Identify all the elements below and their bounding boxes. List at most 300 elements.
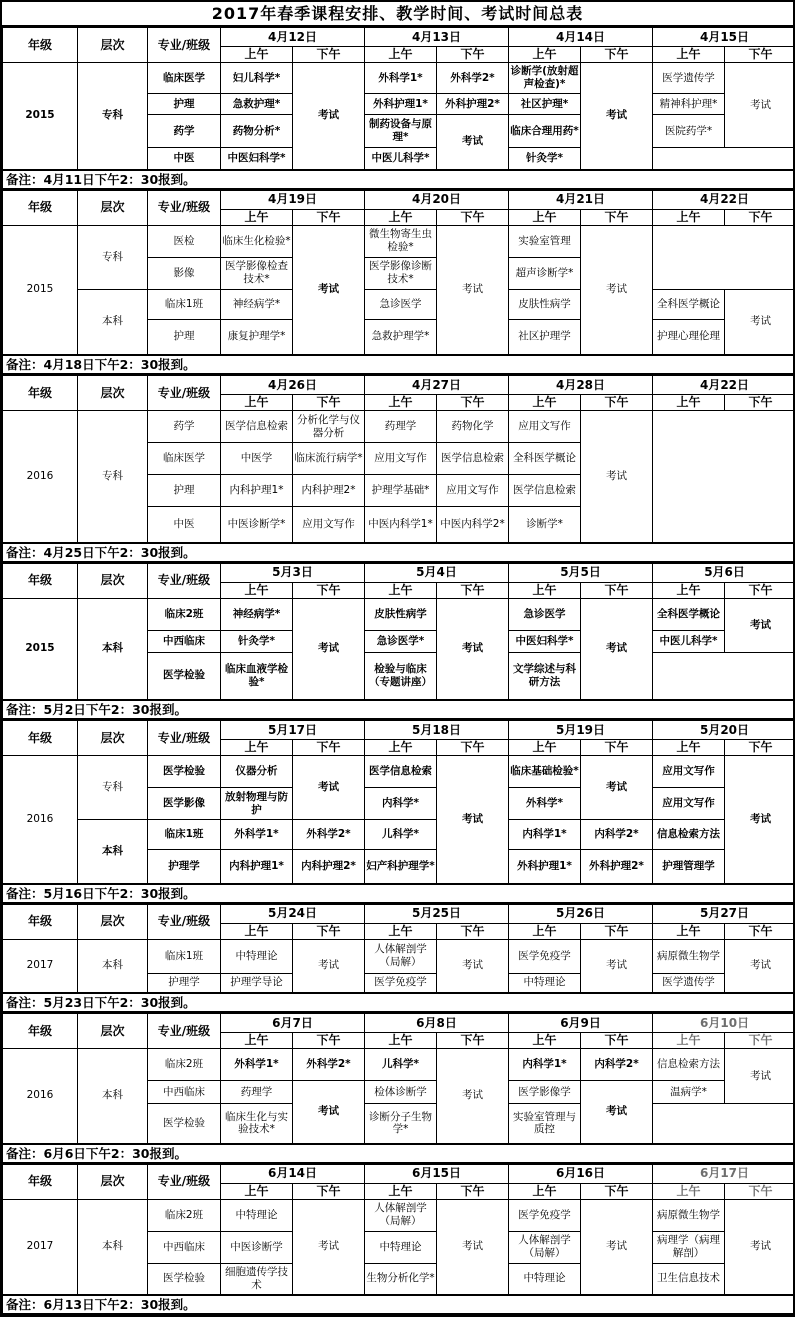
schedule-section-6 xyxy=(2,904,795,1014)
grade-cell: 2017 xyxy=(3,939,78,993)
course-cell: 全科医学概论 xyxy=(509,443,581,475)
pm-header: 下午 xyxy=(437,395,509,411)
date-header: 6月8日 xyxy=(365,1014,509,1033)
schedule-section-4 xyxy=(2,563,795,721)
pm-header: 下午 xyxy=(725,582,795,598)
course-cell: 诊断学* xyxy=(509,507,581,543)
date-header: 4月22日 xyxy=(653,376,795,395)
level-header: 层次 xyxy=(78,904,148,939)
course-cell: 中特理论 xyxy=(509,973,581,993)
section-note: 备注：5月23日下午2：30报到。 xyxy=(3,993,795,1012)
course-cell: 社区护理* xyxy=(509,94,581,115)
course-cell: 护理学基础* xyxy=(365,475,437,507)
course-cell: 内科学1* xyxy=(509,1049,581,1081)
course-cell: 外科学2* xyxy=(293,1049,365,1081)
date-header: 4月12日 xyxy=(221,28,365,47)
am-header: 上午 xyxy=(509,1183,581,1199)
course-cell: 中医妇科学* xyxy=(221,148,293,170)
section-note: 备注：5月2日下午2：30报到。 xyxy=(3,700,795,719)
section-note: 备注：4月25日下午2：30报到。 xyxy=(3,543,795,562)
section-note: 备注：4月11日下午2：30报到。 xyxy=(3,170,795,189)
grade-header: 年级 xyxy=(3,1014,78,1049)
date-header: 6月16日 xyxy=(509,1164,653,1183)
empty-cell xyxy=(653,1104,795,1144)
pm-header: 下午 xyxy=(725,1033,795,1049)
course-cell: 生物分析化学* xyxy=(365,1263,437,1295)
major-cell: 临床1班 xyxy=(148,939,221,973)
am-header: 上午 xyxy=(365,209,437,225)
course-cell: 临床血液学检验* xyxy=(221,652,293,700)
pm-header: 下午 xyxy=(293,395,365,411)
course-cell: 外科学2* xyxy=(437,63,509,94)
date-header: 5月18日 xyxy=(365,721,509,740)
course-cell: 医学免疫学 xyxy=(365,973,437,993)
course-cell: 内科护理2* xyxy=(293,475,365,507)
pm-header: 下午 xyxy=(581,395,653,411)
level-cell: 本科 xyxy=(78,1049,148,1144)
course-cell: 分析化学与仪器分析 xyxy=(293,411,365,443)
course-cell: 中医妇科学* xyxy=(509,630,581,652)
course-cell: 中医诊断学* xyxy=(221,507,293,543)
course-cell: 内科学2* xyxy=(581,1049,653,1081)
empty-cell xyxy=(653,148,795,170)
course-cell: 神经病学* xyxy=(221,289,293,319)
pm-header: 下午 xyxy=(293,47,365,63)
major-header: 专业/班级 xyxy=(148,721,221,756)
course-cell: 中医内科学1* xyxy=(365,507,437,543)
course-cell: 外科学1* xyxy=(365,63,437,94)
major-cell: 临床2班 xyxy=(148,1199,221,1231)
schedule-section-7 xyxy=(2,1013,795,1164)
am-header: 上午 xyxy=(365,395,437,411)
grade-header: 年级 xyxy=(3,721,78,756)
course-cell: 人体解剖学（局解） xyxy=(365,1199,437,1231)
date-header: 6月7日 xyxy=(221,1014,365,1033)
course-cell: 医学免疫学 xyxy=(509,1199,581,1231)
course-cell: 药理学 xyxy=(365,411,437,443)
course-cell: 医学遗传学 xyxy=(653,973,725,993)
major-cell: 中西临床 xyxy=(148,1231,221,1263)
course-cell: 外科学* xyxy=(509,788,581,820)
course-cell: 内科护理1* xyxy=(221,475,293,507)
date-header: 5月3日 xyxy=(221,563,365,582)
schedule-section-8 xyxy=(2,1164,795,1316)
pm-header: 下午 xyxy=(437,47,509,63)
page-title: 2017年春季课程安排、教学时间、考试时间总表 xyxy=(2,2,793,27)
major-cell: 医学检验 xyxy=(148,1104,221,1144)
course-cell: 精神科护理* xyxy=(653,94,725,115)
pm-header: 下午 xyxy=(293,1033,365,1049)
exam-cell: 考试 xyxy=(581,1199,653,1295)
section-note: 备注：5月16日下午2：30报到。 xyxy=(3,884,795,903)
date-header: 4月15日 xyxy=(653,28,795,47)
level-header: 层次 xyxy=(78,721,148,756)
major-cell: 医学检验 xyxy=(148,1263,221,1295)
date-header: 4月28日 xyxy=(509,376,653,395)
grade-cell: 2015 xyxy=(3,598,78,700)
date-header: 6月14日 xyxy=(221,1164,365,1183)
schedule-section-3 xyxy=(2,375,795,563)
am-header: 上午 xyxy=(365,1183,437,1199)
course-cell: 针灸学* xyxy=(221,630,293,652)
exam-cell: 考试 xyxy=(437,1049,509,1144)
major-header: 专业/班级 xyxy=(148,904,221,939)
am-header: 上午 xyxy=(509,395,581,411)
course-cell: 检验与临床（专题讲座） xyxy=(365,652,437,700)
major-cell: 中西临床 xyxy=(148,1081,221,1104)
major-cell: 护理 xyxy=(148,475,221,507)
course-cell: 应用文写作 xyxy=(653,788,725,820)
schedule-section-1 xyxy=(2,27,795,190)
course-cell: 护理学导论 xyxy=(221,973,293,993)
am-header: 上午 xyxy=(221,395,293,411)
am-header: 上午 xyxy=(221,47,293,63)
empty-cell xyxy=(653,225,795,289)
course-cell: 妇产科护理学* xyxy=(365,850,437,884)
major-cell: 中医 xyxy=(148,507,221,543)
grade-cell: 2016 xyxy=(3,411,78,543)
major-cell: 临床医学 xyxy=(148,443,221,475)
course-cell: 护理心理伦理 xyxy=(653,319,725,355)
am-header: 上午 xyxy=(509,740,581,756)
exam-cell: 考试 xyxy=(293,1199,365,1295)
course-cell: 康复护理学* xyxy=(221,319,293,355)
major-cell: 影像 xyxy=(148,257,221,289)
level-cell: 专科 xyxy=(78,225,148,289)
course-cell: 实验室管理与质控 xyxy=(509,1104,581,1144)
am-header: 上午 xyxy=(221,740,293,756)
am-header: 上午 xyxy=(653,1183,725,1199)
date-header: 4月19日 xyxy=(221,190,365,209)
exam-cell: 考试 xyxy=(293,63,365,170)
date-header: 5月24日 xyxy=(221,904,365,923)
course-cell: 外科护理2* xyxy=(581,850,653,884)
course-cell: 急诊医学 xyxy=(509,598,581,630)
course-cell: 人体解剖学（局解） xyxy=(509,1231,581,1263)
course-cell: 外科护理2* xyxy=(437,94,509,115)
major-header: 专业/班级 xyxy=(148,563,221,598)
am-header: 上午 xyxy=(653,740,725,756)
date-header: 4月20日 xyxy=(365,190,509,209)
pm-header: 下午 xyxy=(437,740,509,756)
major-header: 专业/班级 xyxy=(148,1164,221,1199)
am-header: 上午 xyxy=(221,1183,293,1199)
course-cell: 外科护理1* xyxy=(509,850,581,884)
course-cell: 中医诊断学 xyxy=(221,1231,293,1263)
date-header: 5月25日 xyxy=(365,904,509,923)
course-cell: 皮肤性病学 xyxy=(365,598,437,630)
major-cell: 护理 xyxy=(148,319,221,355)
pm-header: 下午 xyxy=(437,1033,509,1049)
major-cell: 医检 xyxy=(148,225,221,257)
exam-cell: 考试 xyxy=(581,1081,653,1144)
am-header: 上午 xyxy=(509,582,581,598)
course-cell: 皮肤性病学 xyxy=(509,289,581,319)
course-cell: 内科学1* xyxy=(509,820,581,850)
date-header: 5月6日 xyxy=(653,563,795,582)
major-cell: 临床1班 xyxy=(148,289,221,319)
course-cell: 信息检索方法 xyxy=(653,820,725,850)
am-header: 上午 xyxy=(221,1033,293,1049)
pm-header: 下午 xyxy=(293,209,365,225)
course-cell: 检体诊断学 xyxy=(365,1081,437,1104)
exam-cell: 考试 xyxy=(293,1081,365,1144)
pm-header: 下午 xyxy=(725,209,795,225)
exam-cell: 考试 xyxy=(725,63,795,148)
exam-cell: 考试 xyxy=(725,289,795,355)
course-cell: 医学影像诊断技术* xyxy=(365,257,437,289)
level-header: 层次 xyxy=(78,563,148,598)
course-cell: 社区护理学 xyxy=(509,319,581,355)
course-cell: 病理学（病理解剖） xyxy=(653,1231,725,1263)
grade-header: 年级 xyxy=(3,904,78,939)
course-cell: 药物分析* xyxy=(221,115,293,148)
course-cell: 人体解剖学（局解） xyxy=(365,939,437,973)
major-header: 专业/班级 xyxy=(148,190,221,225)
exam-cell: 考试 xyxy=(581,63,653,170)
grade-cell: 2016 xyxy=(3,756,78,884)
course-cell: 儿科学* xyxy=(365,1049,437,1081)
course-cell: 应用文写作 xyxy=(437,475,509,507)
course-cell: 儿科学* xyxy=(365,820,437,850)
level-header: 层次 xyxy=(78,190,148,225)
course-cell: 病原微生物学 xyxy=(653,1199,725,1231)
course-cell: 内科护理2* xyxy=(293,850,365,884)
course-cell: 临床生化检验* xyxy=(221,225,293,257)
course-cell: 温病学* xyxy=(653,1081,725,1104)
course-cell: 针灸学* xyxy=(509,148,581,170)
course-cell: 卫生信息技术 xyxy=(653,1263,725,1295)
course-cell: 全科医学概论 xyxy=(653,289,725,319)
exam-cell: 考试 xyxy=(725,756,795,884)
major-cell: 临床2班 xyxy=(148,1049,221,1081)
pm-header: 下午 xyxy=(293,923,365,939)
am-header: 上午 xyxy=(509,47,581,63)
level-cell: 本科 xyxy=(78,939,148,993)
am-header: 上午 xyxy=(653,1033,725,1049)
exam-cell: 考试 xyxy=(725,1049,795,1104)
exam-cell: 考试 xyxy=(581,939,653,993)
exam-cell: 考试 xyxy=(725,598,795,652)
empty-cell xyxy=(653,411,795,543)
pm-header: 下午 xyxy=(437,209,509,225)
course-cell: 妇儿科学* xyxy=(221,63,293,94)
exam-cell: 考试 xyxy=(293,756,365,820)
course-cell: 中医儿科学* xyxy=(365,148,437,170)
schedule-sections xyxy=(2,27,793,1315)
grade-cell: 2015 xyxy=(3,225,78,355)
exam-cell: 考试 xyxy=(437,939,509,993)
level-header: 层次 xyxy=(78,1164,148,1199)
pm-header: 下午 xyxy=(725,395,795,411)
pm-header: 下午 xyxy=(437,923,509,939)
date-header: 5月19日 xyxy=(509,721,653,740)
am-header: 上午 xyxy=(365,923,437,939)
major-header: 专业/班级 xyxy=(148,1014,221,1049)
course-cell: 细胞遗传学技术 xyxy=(221,1263,293,1295)
course-cell: 医学影像检查技术* xyxy=(221,257,293,289)
date-header: 5月20日 xyxy=(653,721,795,740)
course-cell: 中特理论 xyxy=(221,1199,293,1231)
course-cell: 药理学 xyxy=(221,1081,293,1104)
course-cell: 医学影像学 xyxy=(509,1081,581,1104)
date-header: 6月17日 xyxy=(653,1164,795,1183)
exam-cell: 考试 xyxy=(293,225,365,355)
exam-cell: 考试 xyxy=(293,939,365,993)
major-cell: 护理学 xyxy=(148,850,221,884)
date-header: 4月26日 xyxy=(221,376,365,395)
level-cell: 专科 xyxy=(78,63,148,170)
exam-cell: 考试 xyxy=(437,225,509,355)
course-cell: 全科医学概论 xyxy=(653,598,725,630)
course-cell: 医学免疫学 xyxy=(509,939,581,973)
course-cell: 文学综述与科研方法 xyxy=(509,652,581,700)
course-cell: 中医内科学2* xyxy=(437,507,509,543)
exam-cell: 考试 xyxy=(581,756,653,820)
course-cell: 放射物理与防护 xyxy=(221,788,293,820)
course-cell: 神经病学* xyxy=(221,598,293,630)
course-cell: 医学信息检索 xyxy=(437,443,509,475)
major-cell: 药学 xyxy=(148,115,221,148)
exam-cell: 考试 xyxy=(437,115,509,170)
date-header: 4月13日 xyxy=(365,28,509,47)
exam-cell: 考试 xyxy=(437,756,509,884)
am-header: 上午 xyxy=(509,923,581,939)
date-header: 4月14日 xyxy=(509,28,653,47)
course-cell: 应用文写作 xyxy=(293,507,365,543)
major-cell: 护理 xyxy=(148,94,221,115)
grade-header: 年级 xyxy=(3,1164,78,1199)
pm-header: 下午 xyxy=(581,47,653,63)
course-cell: 内科学* xyxy=(365,788,437,820)
section-note: 备注：4月18日下午2：30报到。 xyxy=(3,355,795,374)
am-header: 上午 xyxy=(221,582,293,598)
course-cell: 应用文写作 xyxy=(509,411,581,443)
major-cell: 医学检验 xyxy=(148,652,221,700)
course-cell: 临床合理用药* xyxy=(509,115,581,148)
pm-header: 下午 xyxy=(725,923,795,939)
date-header: 5月27日 xyxy=(653,904,795,923)
am-header: 上午 xyxy=(365,47,437,63)
am-header: 上午 xyxy=(365,740,437,756)
exam-cell: 考试 xyxy=(437,1199,509,1295)
course-cell: 临床流行病学* xyxy=(293,443,365,475)
pm-header: 下午 xyxy=(581,740,653,756)
major-cell: 临床2班 xyxy=(148,598,221,630)
level-cell: 专科 xyxy=(78,756,148,820)
date-header: 6月9日 xyxy=(509,1014,653,1033)
exam-cell: 考试 xyxy=(437,598,509,700)
pm-header: 下午 xyxy=(581,923,653,939)
pm-header: 下午 xyxy=(293,1183,365,1199)
course-cell: 外科学2* xyxy=(293,820,365,850)
course-cell: 医学信息检索 xyxy=(509,475,581,507)
date-header: 5月26日 xyxy=(509,904,653,923)
exam-cell: 考试 xyxy=(293,598,365,700)
level-cell: 本科 xyxy=(78,289,148,355)
pm-header: 下午 xyxy=(437,1183,509,1199)
level-header: 层次 xyxy=(78,1014,148,1049)
grade-header: 年级 xyxy=(3,376,78,411)
am-header: 上午 xyxy=(221,209,293,225)
date-header: 6月15日 xyxy=(365,1164,509,1183)
course-cell: 实验室管理 xyxy=(509,225,581,257)
course-cell: 超声诊断学* xyxy=(509,257,581,289)
am-header: 上午 xyxy=(365,1033,437,1049)
course-cell: 中特理论 xyxy=(365,1231,437,1263)
major-cell: 药学 xyxy=(148,411,221,443)
pm-header: 下午 xyxy=(437,582,509,598)
course-cell: 内科学2* xyxy=(581,820,653,850)
grade-cell: 2016 xyxy=(3,1049,78,1144)
course-cell: 药物化学 xyxy=(437,411,509,443)
course-cell: 医学信息检索 xyxy=(221,411,293,443)
level-header: 层次 xyxy=(78,28,148,63)
date-header: 4月21日 xyxy=(509,190,653,209)
major-header: 专业/班级 xyxy=(148,28,221,63)
schedule-section-5 xyxy=(2,720,795,904)
course-cell: 外科护理1* xyxy=(365,94,437,115)
pm-header: 下午 xyxy=(581,209,653,225)
course-cell: 诊断学(放射超声检查)* xyxy=(509,63,581,94)
grade-header: 年级 xyxy=(3,190,78,225)
date-header: 5月17日 xyxy=(221,721,365,740)
course-cell: 急救护理学* xyxy=(365,319,437,355)
pm-header: 下午 xyxy=(581,582,653,598)
major-cell: 医学检验 xyxy=(148,756,221,788)
course-cell: 急诊医学 xyxy=(365,289,437,319)
course-cell: 外科学1* xyxy=(221,1049,293,1081)
major-cell: 临床医学 xyxy=(148,63,221,94)
course-cell: 护理管理学 xyxy=(653,850,725,884)
course-cell: 中特理论 xyxy=(221,939,293,973)
major-header: 专业/班级 xyxy=(148,376,221,411)
level-cell: 本科 xyxy=(78,820,148,884)
pm-header: 下午 xyxy=(293,740,365,756)
course-cell: 医学信息检索 xyxy=(365,756,437,788)
course-cell: 中特理论 xyxy=(509,1263,581,1295)
exam-cell: 考试 xyxy=(581,411,653,543)
major-cell: 中医 xyxy=(148,148,221,170)
pm-header: 下午 xyxy=(581,1183,653,1199)
date-header: 5月4日 xyxy=(365,563,509,582)
date-header: 5月5日 xyxy=(509,563,653,582)
exam-cell: 考试 xyxy=(581,598,653,700)
course-cell: 临床生化与实验技术* xyxy=(221,1104,293,1144)
exam-cell: 考试 xyxy=(581,225,653,355)
major-cell: 临床1班 xyxy=(148,820,221,850)
exam-cell: 考试 xyxy=(725,939,795,993)
course-cell: 信息检索方法 xyxy=(653,1049,725,1081)
pm-header: 下午 xyxy=(293,582,365,598)
course-cell: 中医儿科学* xyxy=(653,630,725,652)
course-cell: 病原微生物学 xyxy=(653,939,725,973)
date-header: 6月10日 xyxy=(653,1014,795,1033)
am-header: 上午 xyxy=(653,47,725,63)
major-cell: 中西临床 xyxy=(148,630,221,652)
pm-header: 下午 xyxy=(725,740,795,756)
course-cell: 仪器分析 xyxy=(221,756,293,788)
empty-cell xyxy=(653,652,795,700)
am-header: 上午 xyxy=(653,209,725,225)
schedule-section-2 xyxy=(2,190,795,376)
date-header: 4月27日 xyxy=(365,376,509,395)
pm-header: 下午 xyxy=(725,1183,795,1199)
date-header: 4月22日 xyxy=(653,190,795,209)
am-header: 上午 xyxy=(653,395,725,411)
level-cell: 本科 xyxy=(78,598,148,700)
course-cell: 应用文写作 xyxy=(365,443,437,475)
